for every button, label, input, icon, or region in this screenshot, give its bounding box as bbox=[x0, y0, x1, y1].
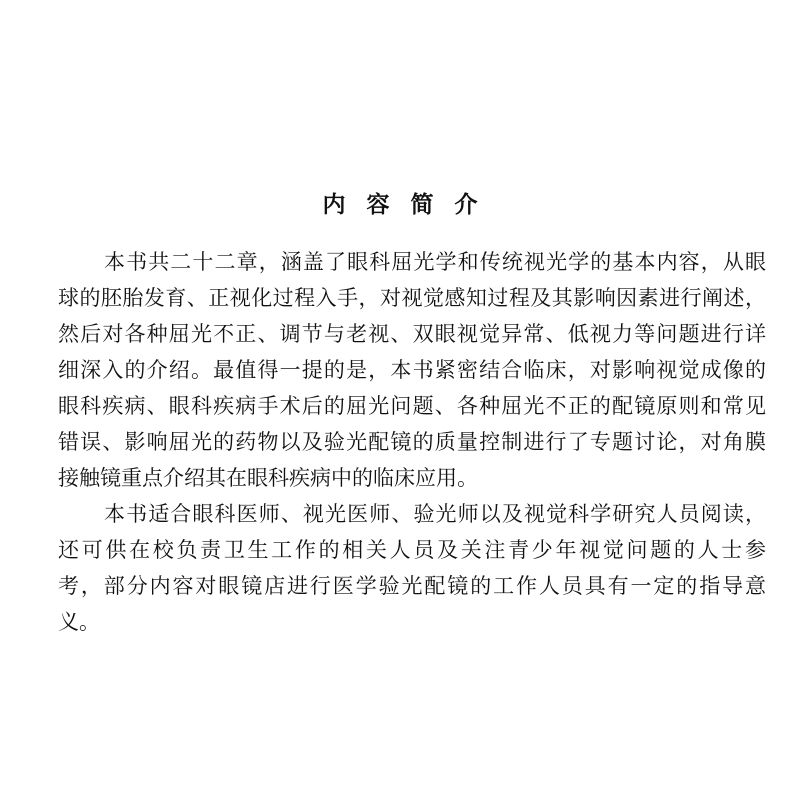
paragraph-1-line: 错误、影响屈光的药物以及验光配镜的质量控制进行了专题讨论，对角膜 bbox=[58, 430, 766, 454]
paragraph-2-line: 还可供在校负责卫生工作的相关人员及关注青少年视觉问题的人士参 bbox=[58, 538, 766, 562]
paragraph-1-line: 球的胚胎发育、正视化过程入手，对视觉感知过程及其影响因素进行阐述， bbox=[58, 286, 766, 310]
paragraph-2-line: 考，部分内容对眼镜店进行医学验光配镜的工作人员具有一定的指导意 bbox=[58, 574, 766, 598]
paragraph-1-line: 眼科疾病、眼科疾病手术后的屈光问题、各种屈光不正的配镜原则和常见 bbox=[58, 394, 766, 418]
page-title: 内容简介 bbox=[322, 192, 499, 218]
summary-body bbox=[58, 244, 766, 640]
paragraph-1-line: 接触镜重点介绍其在眼科疾病中的临床应用。 bbox=[58, 466, 478, 490]
paragraph-2-line: 义。 bbox=[58, 610, 100, 634]
paragraph-1-line: 然后对各种屈光不正、调节与老视、双眼视觉异常、低视力等问题进行详 bbox=[58, 322, 766, 346]
paragraph-1-line: 本书共二十二章，涵盖了眼科屈光学和传统视光学的基本内容，从眼 bbox=[104, 250, 766, 274]
paragraph-2-line: 本书适合眼科医师、视光医师、验光师以及视觉科学研究人员阅读， bbox=[104, 502, 766, 526]
paragraph-1-line: 细深入的介绍。最值得一提的是，本书紧密结合临床，对影响视觉成像的 bbox=[58, 358, 766, 382]
